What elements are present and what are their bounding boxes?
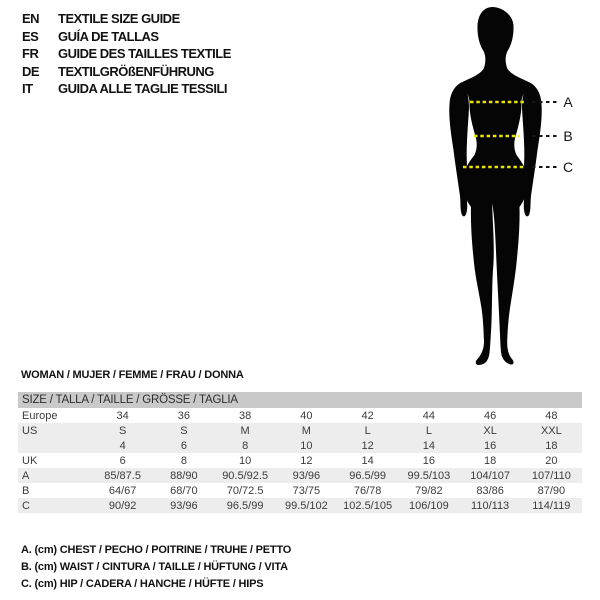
legend-chest: A. (cm) CHEST / PECHO / POITRINE / TRUHE / PETTO (21, 544, 292, 556)
size-cell: 96.5/99 (226, 499, 264, 512)
size-cell: 114/119 (532, 499, 571, 512)
lang-title: GUIDE DES TAILLES TEXTILE (58, 46, 231, 62)
size-cell: 85/87.5 (104, 469, 141, 482)
lang-code: IT (22, 81, 33, 97)
section-heading: WOMAN / MUJER / FEMME / FRAU / DONNA (21, 369, 244, 381)
size-cell: 14 (422, 439, 435, 452)
lang-code: ES (22, 28, 39, 44)
size-cell: M (301, 424, 311, 437)
size-cell: 68/70 (170, 484, 198, 497)
lang-row-en (22, 10, 231, 28)
figure-area (400, 0, 600, 380)
size-cell: 90/92 (108, 499, 137, 512)
silhouette-right-arm (522, 84, 542, 217)
size-cell: 12 (361, 439, 374, 452)
lang-row-es (22, 28, 231, 46)
lang-row-it (22, 80, 231, 98)
size-cell: 18 (484, 454, 497, 467)
lang-title: TEXTILGRÖßENFÜHRUNG (58, 63, 214, 79)
row-label: B (22, 484, 30, 497)
size-cell: 93/96 (170, 499, 198, 512)
size-cell: 76/78 (353, 484, 382, 497)
table-row (18, 453, 582, 468)
size-cell: 90.5/92.5 (222, 469, 269, 482)
size-cell: 110/113 (471, 499, 510, 512)
size-cell: 38 (239, 409, 252, 422)
lang-code: DE (22, 63, 40, 79)
row-label: C (22, 499, 30, 512)
size-cell: 40 (300, 409, 313, 422)
size-cell: 6 (180, 439, 187, 452)
row-label: US (22, 424, 38, 437)
size-cell: S (180, 424, 188, 437)
size-cell: XXL (540, 424, 562, 437)
size-cell: 16 (422, 454, 435, 467)
size-cell: L (425, 424, 432, 437)
size-cell: 10 (239, 454, 252, 467)
marker-label-hip: C (562, 159, 574, 175)
size-cell: 12 (300, 454, 313, 467)
table-row (18, 498, 582, 513)
size-cell: 6 (119, 454, 126, 467)
size-cell: 96.5/99 (349, 469, 386, 482)
size-cell: 70/72.5 (226, 484, 264, 497)
lang-code: FR (22, 46, 39, 62)
lang-title: TEXTILE SIZE GUIDE (58, 11, 180, 27)
size-cell: 8 (180, 454, 187, 467)
size-cell: 99.5/102 (284, 499, 328, 512)
language-title-list (22, 10, 231, 98)
lang-title: GUIDA ALLE TAGLIE TESSILI (58, 81, 228, 97)
lang-title: GUÍA DE TALLAS (58, 28, 159, 44)
size-cell: 88/90 (170, 469, 198, 482)
size-cell: 106/109 (408, 499, 449, 512)
legend-waist: B. (cm) WAIST / CINTURA / TAILLE / HÜFTUNG / VITA (21, 561, 288, 573)
row-label: A (22, 469, 30, 482)
size-table-body (18, 408, 582, 513)
size-cell: 18 (545, 439, 558, 452)
lang-row-fr (22, 45, 231, 63)
size-cell: 34 (116, 409, 129, 422)
table-row (18, 468, 582, 483)
size-cell: 99.5/103 (407, 469, 451, 482)
legend-hip: C. (cm) HIP / CADERA / HANCHE / HÜFTE / HIPS (21, 578, 264, 590)
size-cell: 46 (484, 409, 497, 422)
size-table (18, 392, 582, 513)
size-cell: 42 (361, 409, 374, 422)
table-header: SIZE / TALLA / TAILLE / GRÖSSE / TAGLIA (18, 392, 582, 408)
table-header-row (18, 392, 582, 408)
table-row (18, 483, 582, 498)
marker-label-waist: B (563, 128, 573, 144)
lang-row-de (22, 63, 231, 81)
size-cell: 10 (300, 439, 313, 452)
size-cell: 44 (422, 409, 435, 422)
silhouette-left-arm (449, 84, 469, 217)
lang-code: EN (22, 11, 40, 27)
row-label (18, 438, 92, 453)
size-cell: 107/110 (531, 469, 571, 482)
table-row (18, 438, 582, 453)
size-cell: 36 (177, 409, 190, 422)
size-cell: 48 (545, 409, 558, 422)
size-cell: 104/107 (470, 469, 510, 482)
marker-label-chest: A (563, 94, 573, 110)
size-cell: 64/67 (108, 484, 137, 497)
size-cell: 83/86 (476, 484, 504, 497)
size-cell: XL (483, 424, 497, 437)
silhouette-body (460, 7, 532, 365)
size-cell: 93/96 (292, 469, 321, 482)
size-cell: 87/90 (537, 484, 566, 497)
size-cell: 73/75 (292, 484, 321, 497)
size-cell: 4 (119, 439, 126, 452)
woman-silhouette (400, 0, 600, 380)
size-cell: 16 (484, 439, 497, 452)
row-label: Europe (22, 409, 58, 422)
size-cell: 8 (242, 439, 249, 452)
size-cell: 20 (545, 454, 558, 467)
size-cell: 102.5/105 (343, 499, 393, 512)
size-cell: S (118, 424, 127, 437)
size-cell: 79/82 (415, 484, 443, 497)
size-cell: M (240, 424, 250, 437)
table-row (18, 423, 582, 438)
row-label: UK (22, 454, 38, 467)
size-cell: L (364, 424, 371, 437)
size-cell: 14 (361, 454, 374, 467)
measurement-legend (21, 544, 291, 595)
table-row (18, 408, 582, 423)
